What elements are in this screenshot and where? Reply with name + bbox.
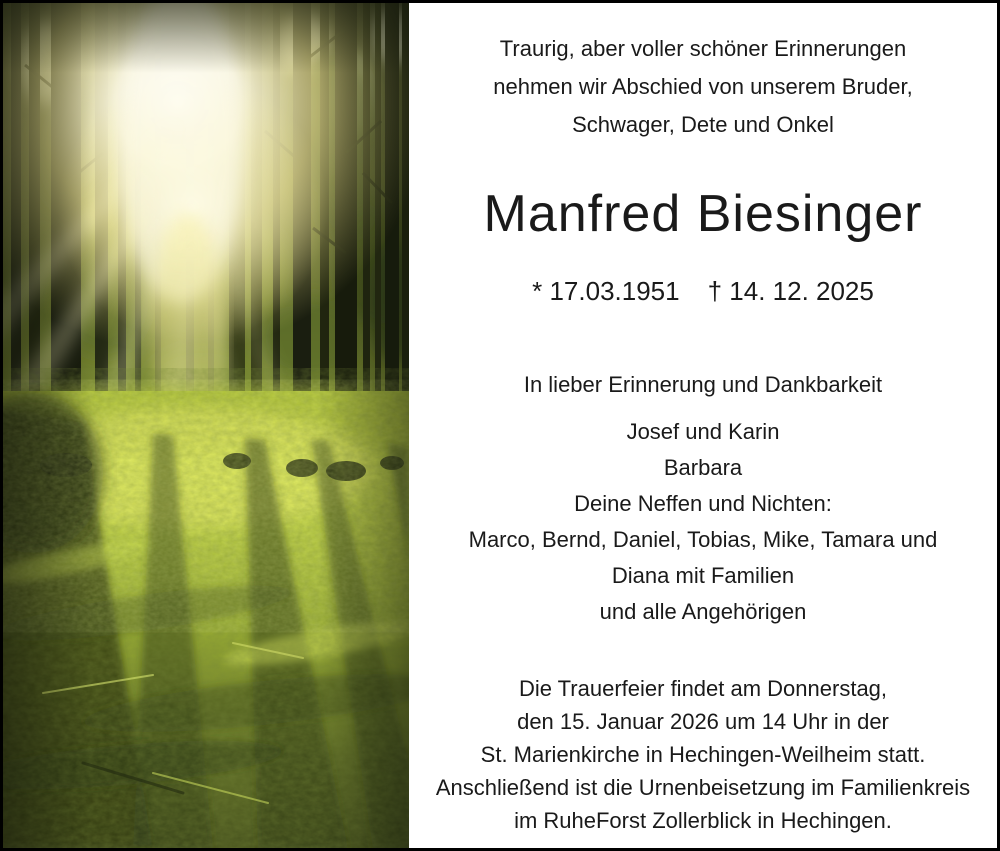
mourners-list: [469, 414, 938, 630]
mourner-line: Diana mit Familien: [611, 563, 795, 588]
mourner-line: Deine Neffen und Nichten:: [574, 491, 832, 516]
birth-date: * 17.03.1951: [532, 276, 680, 306]
service-line: Anschließend ist die Urnenbeisetzung im Familienkreis: [435, 775, 971, 800]
service-line: Die Trauerfeier findet am Donnerstag,: [518, 676, 888, 701]
forest-photo: [3, 3, 409, 848]
mourner-line: und alle Angehörigen: [599, 599, 807, 624]
forest-photo-illustration: [3, 3, 409, 848]
service-line: St. Marienkirche in Hechingen-Weilheim statt.: [480, 742, 926, 767]
service-line: den 15. Januar 2026 um 14 Uhr in der: [517, 709, 889, 734]
deceased-name: Manfred Biesinger: [483, 185, 923, 243]
intro-line: Traurig, aber voller schöner Erinnerungen: [499, 36, 907, 61]
death-date: † 14. 12. 2025: [707, 276, 874, 306]
notice-text: [409, 3, 997, 848]
mourner-line: Barbara: [663, 455, 743, 480]
service-line: im RuheForst Zollerblick in Hechingen.: [514, 808, 892, 833]
remembrance-line: In lieber Erinnerung und Dankbarkeit: [523, 372, 883, 397]
mourner-line: Josef und Karin: [626, 419, 780, 444]
intro-line: nehmen wir Abschied von unserem Bruder,: [493, 74, 913, 99]
intro-line: Schwager, Dete und Onkel: [572, 112, 834, 137]
life-dates: [532, 276, 874, 306]
mourner-line: Marco, Bernd, Daniel, Tobias, Mike, Tamara und: [468, 527, 938, 552]
service-details: [436, 672, 970, 837]
intro-paragraph: [493, 30, 912, 144]
